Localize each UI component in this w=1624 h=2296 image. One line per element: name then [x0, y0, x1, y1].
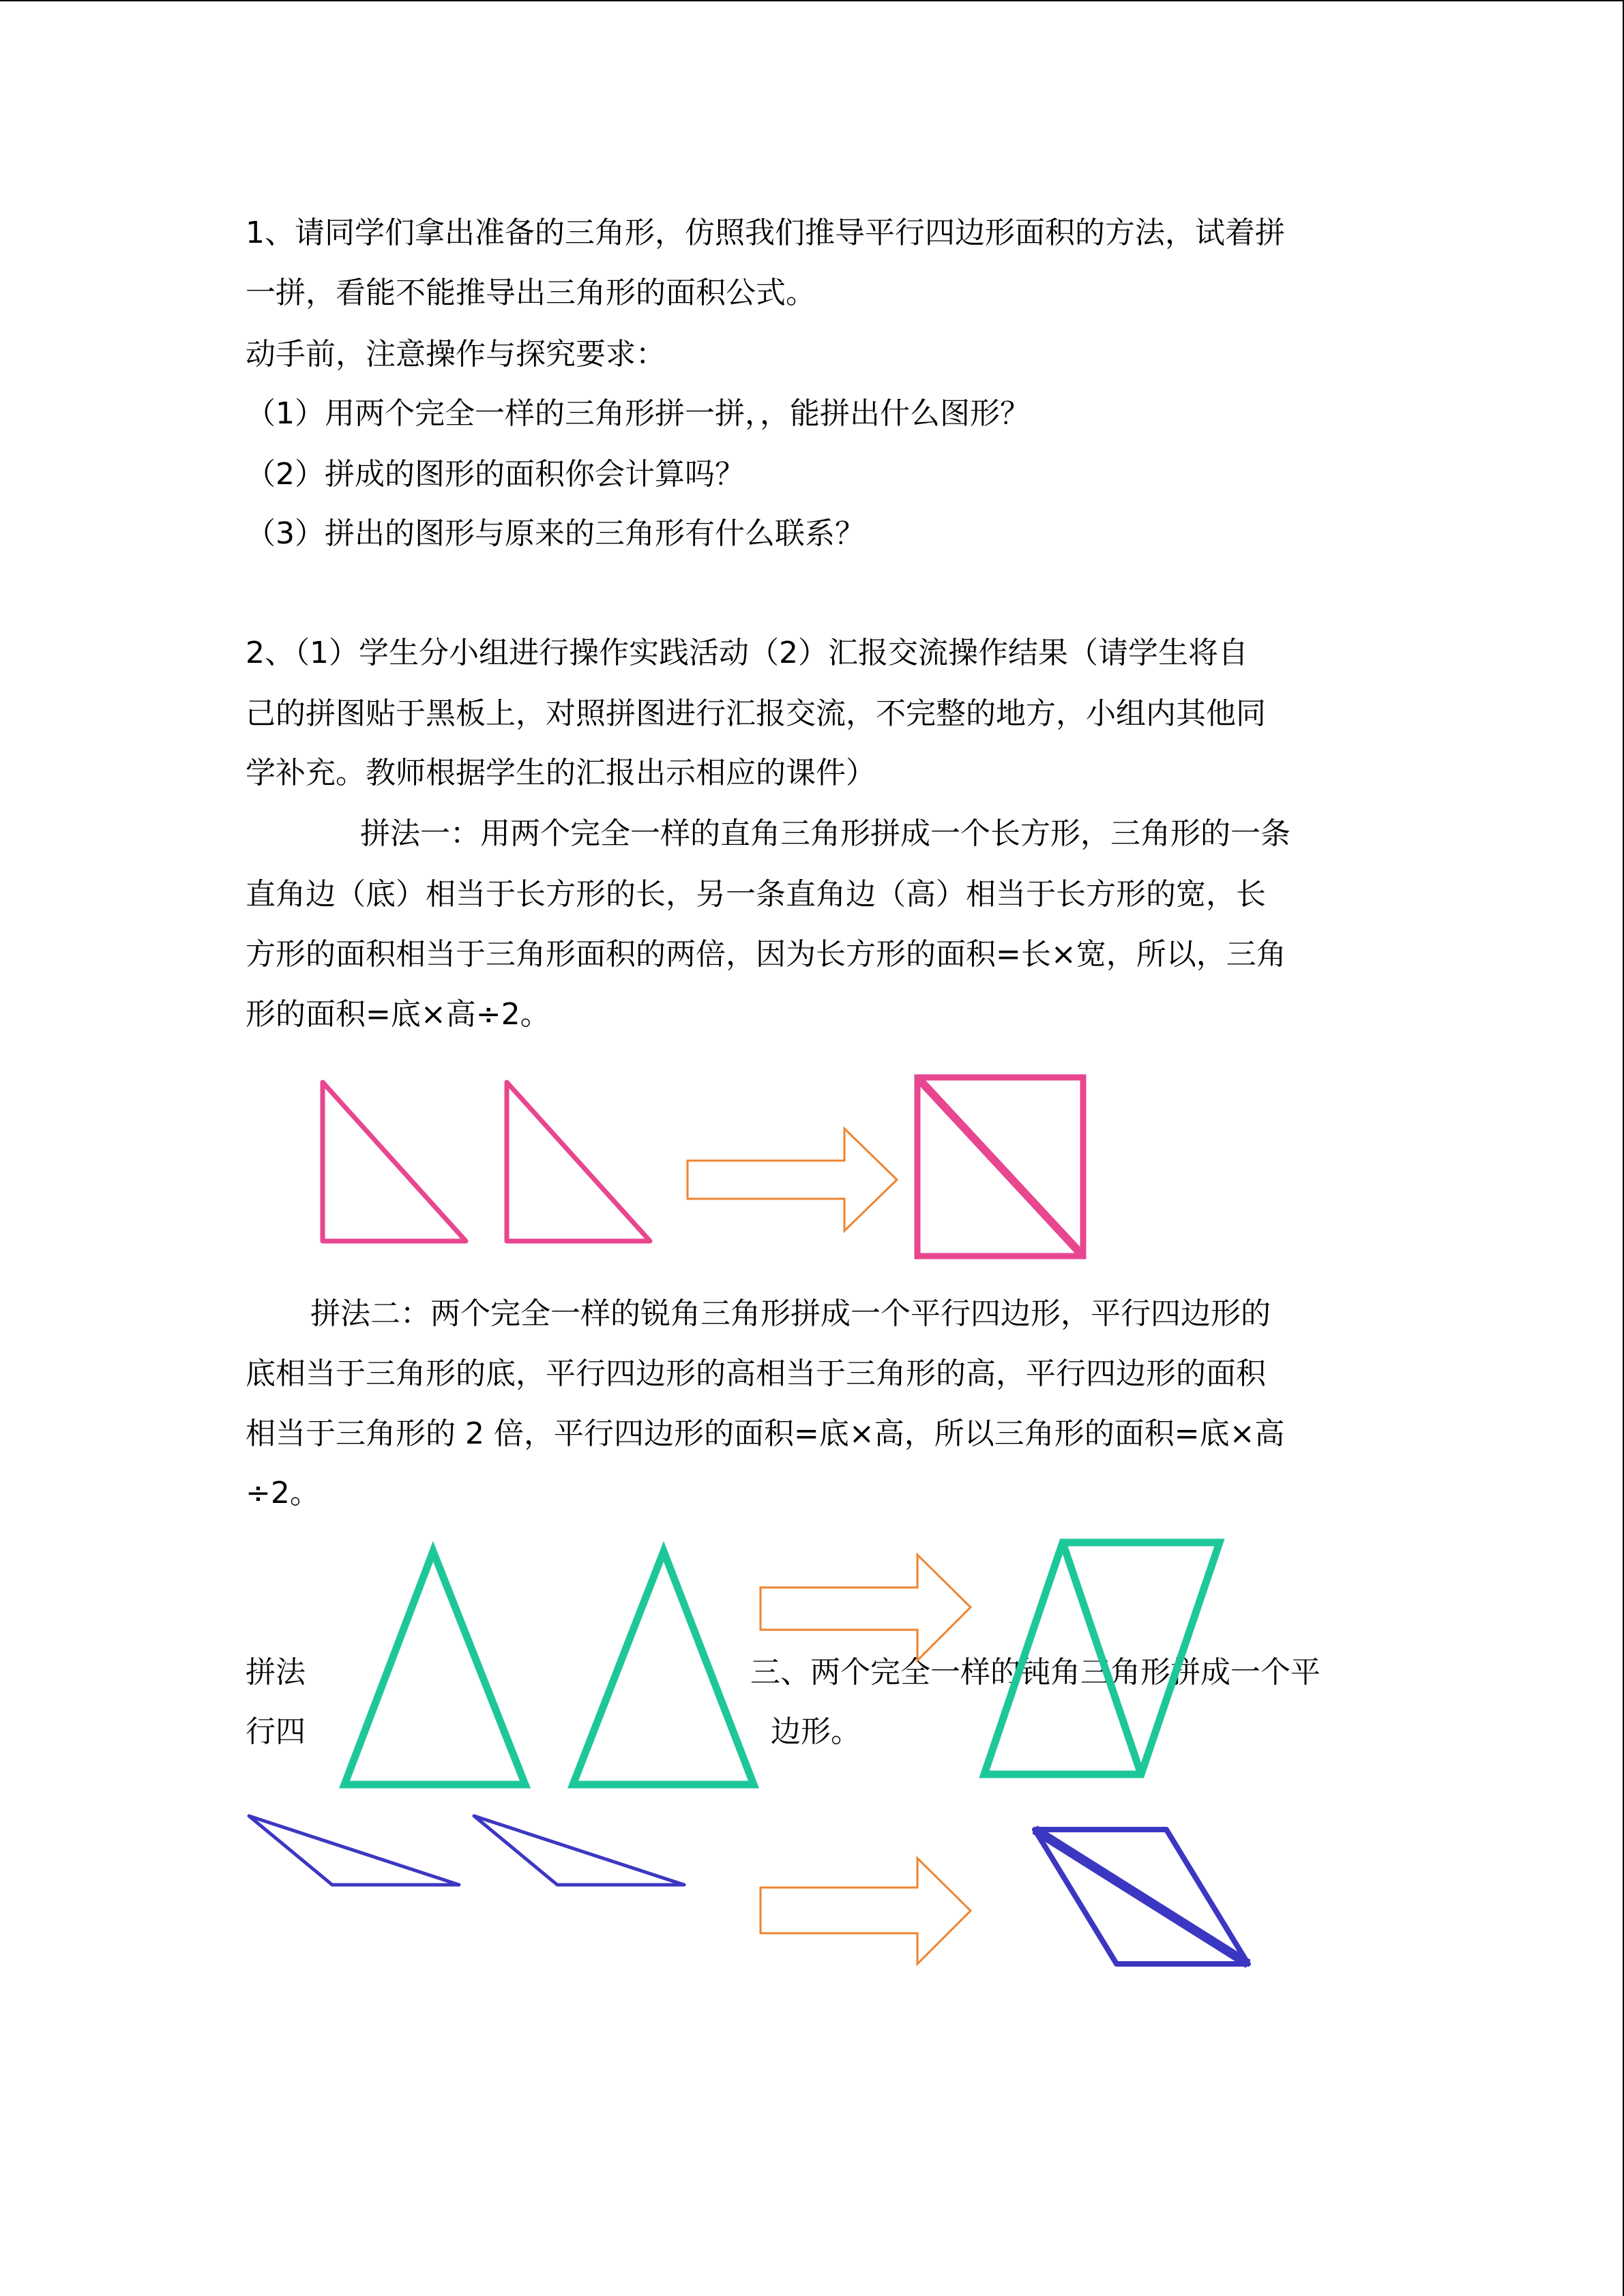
- arrow-right-icon: [761, 1555, 971, 1660]
- arrow-right-icon: [761, 1858, 971, 1964]
- method1-line2: 直角边（底）相当于长方形的长，另一条直角边（高）相当于长方形的宽，长: [246, 877, 1266, 912]
- section1-line3: 动手前，注意操作与探究要求：: [246, 337, 666, 372]
- acute-triangle-1: [344, 1551, 525, 1785]
- method1-line4: 形的面积=底×高÷2。: [246, 997, 550, 1032]
- right-triangle-figure: [300, 1064, 1105, 1268]
- obtuse-triangle-1: [249, 1816, 459, 1885]
- question-1: （1）用两个完全一样的三角形拼一拼，，能拼出什么图形？: [246, 396, 1030, 431]
- method3-left2: 行四: [246, 1714, 306, 1749]
- method2-line4: ÷2。: [246, 1476, 320, 1510]
- question-2: （2）拼成的图形的面积你会计算吗？: [246, 457, 745, 492]
- section1-line1: 1、请同学们拿出准备的三角形，仿照我们推导平行四边形面积的方法，试着拼: [246, 215, 1285, 250]
- right-triangle-2: [507, 1082, 650, 1241]
- obtuse-parallelogram-diagonal: [1035, 1830, 1248, 1964]
- method2-line1: 拼法二：两个完全一样的锐角三角形拼成一个平行四边形，平行四边形的: [310, 1296, 1271, 1331]
- obtuse-triangle-2: [474, 1816, 684, 1885]
- parallelogram-diagonal: [1063, 1542, 1141, 1774]
- question-3: （3）拼出的图形与原来的三角形有什么联系？: [246, 516, 865, 551]
- section2-line3: 学补充。教师根据学生的汇报出示相应的课件）: [246, 756, 876, 790]
- method1-line3: 方形的面积相当于三角形面积的两倍，因为长方形的面积=长×宽，所以，三角: [246, 937, 1286, 972]
- rectangle-diagonal: [917, 1077, 1083, 1256]
- method1-line1: 拼法一：用两个完全一样的直角三角形拼成一个长方形，三角形的一条: [360, 816, 1290, 851]
- arrow-right-icon: [688, 1129, 897, 1231]
- section2-line1: 2、（1）学生分小组进行操作实践活动（2）汇报交流操作结果（请学生将自: [246, 636, 1248, 670]
- method3-right2: 边形。: [771, 1714, 861, 1749]
- section1-line2: 一拼，看能不能推导出三角形的面积公式。: [246, 275, 816, 310]
- acute-triangle-figure: [327, 1527, 1241, 1800]
- acute-triangle-2: [573, 1551, 754, 1785]
- method2-line2: 底相当于三角形的底，平行四边形的高相当于三角形的高，平行四边形的面积: [246, 1356, 1266, 1391]
- right-triangle-1: [323, 1082, 466, 1241]
- obtuse-triangle-figure: [239, 1800, 1262, 1978]
- section2-line2: 己的拼图贴于黑板上，对照拼图进行汇报交流，不完整的地方，小组内其他同: [246, 696, 1266, 731]
- method2-line3: 相当于三角形的 2 倍，平行四边形的面积=底×高，所以三角形的面积=底×高: [246, 1416, 1285, 1451]
- method3-right1: 三、两个完全一样的钝角三角形拼成一个平: [750, 1655, 1320, 1690]
- method3-left1: 拼法: [246, 1655, 306, 1690]
